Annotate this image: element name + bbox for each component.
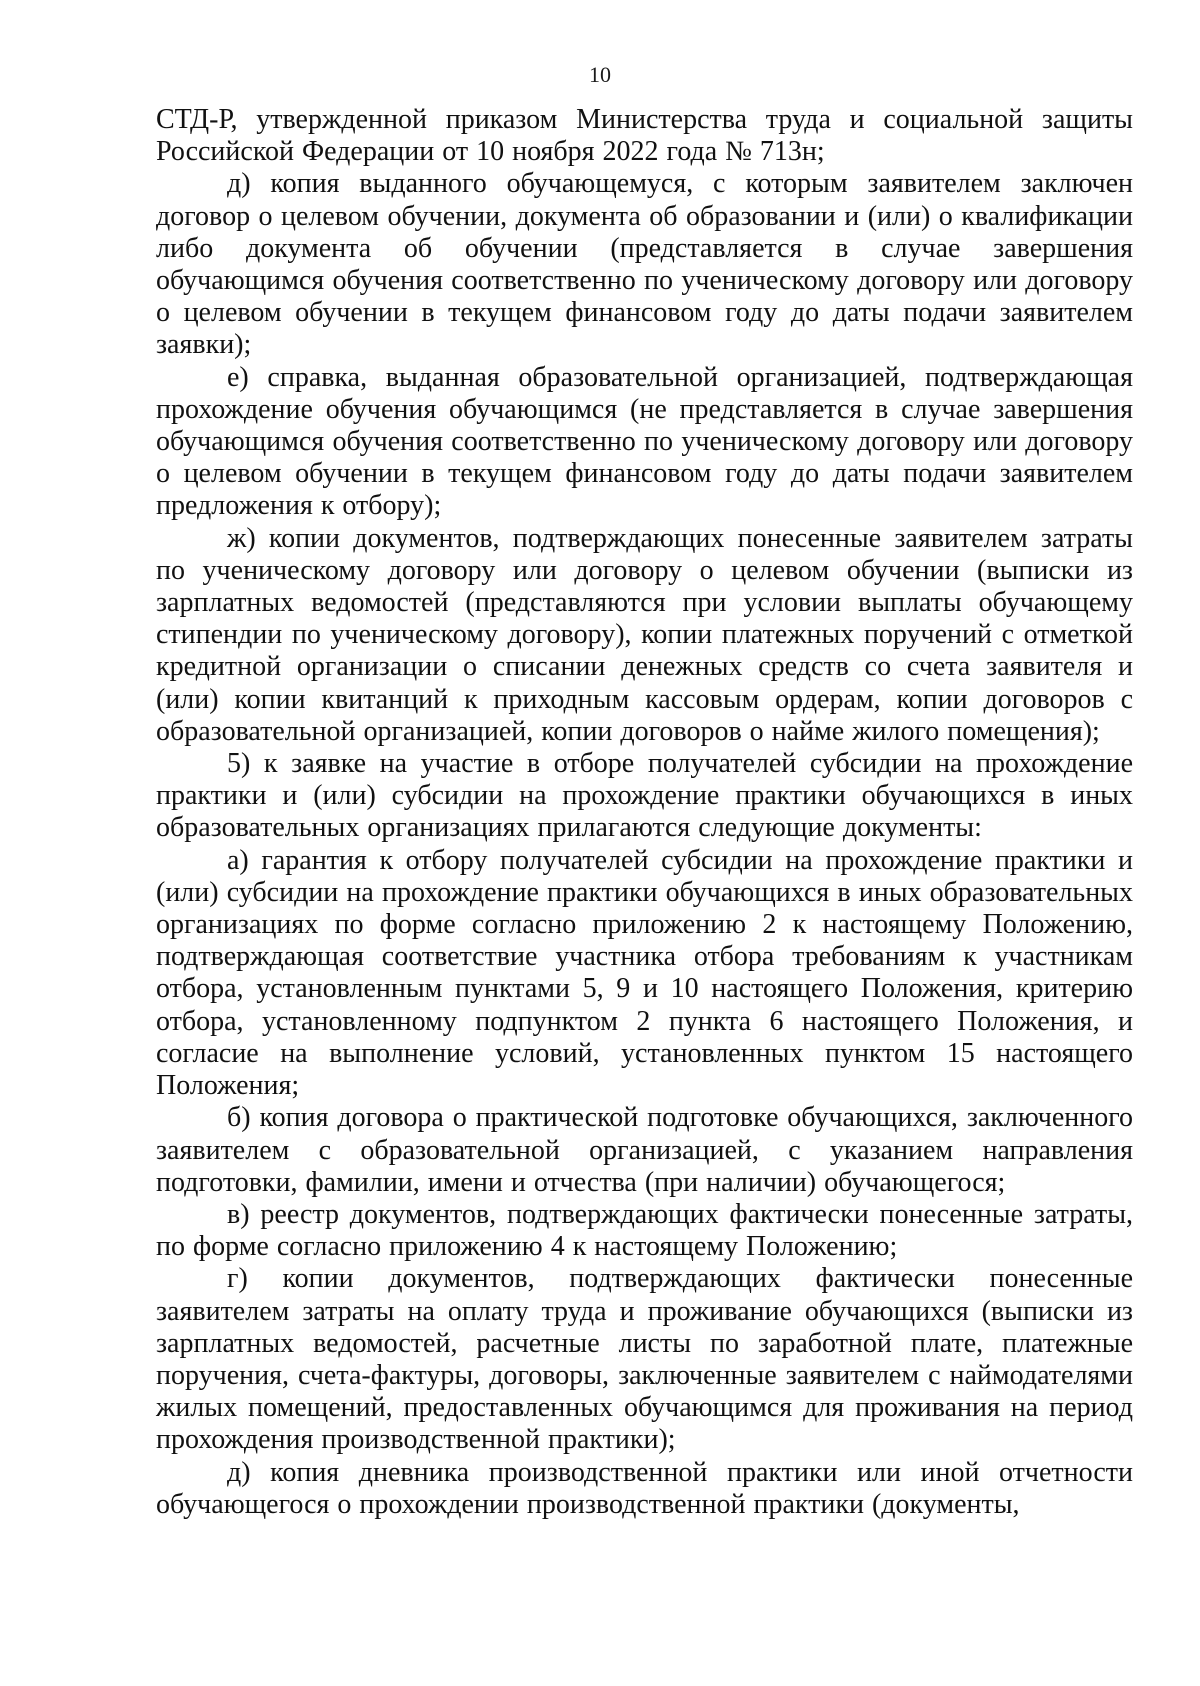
paragraph: СТД-Р, утвержденной приказом Министерства труда и социальной защиты Российской Федерации от 10 ноября 2022 года № 713н;: [156, 104, 1133, 168]
page-number: 10: [589, 62, 611, 87]
paragraph: д) копия дневника производственной практики или иной отчетности обучающегося о прохождении производственной практики (документы,: [156, 1456, 1133, 1520]
paragraph: 5) к заявке на участие в отборе получателей субсидии на прохождение практики и (или) субсидии на прохождение практики обучающихся в иных образовательных организациях прилагаются следующие документы:: [156, 748, 1133, 844]
paragraph: е) справка, выданная образовательной организацией, подтверждающая прохождение обучения обучающимся (не представляется в случае завершения обучающимся обучения соответственно по ученическому договору или договору о целевом обучении в текущем финансовом году до даты подачи заявителем предложения к отбору);: [156, 361, 1133, 522]
paragraph: в) реестр документов, подтверждающих фактически понесенные затраты, по форме согласно приложению 4 к настоящему Положению;: [156, 1198, 1133, 1263]
paragraph: д) копия выданного обучающемуся, с которым заявителем заключен договор о целевом обучении, документа об образовании и (или) о квалификации либо документа об обучении (представляется в случае завершения обучающимся обучения соответственно по ученическому договору или договору о целевом обучении в текущем финансовом году до даты подачи заявителем заявки);: [156, 168, 1133, 361]
paragraph: б) копия договора о практической подготовке обучающихся, заключенного заявителем с образовательной организацией, с указанием направления подготовки, фамилии, имени и отчества (при наличии) обучающегося;: [156, 1102, 1133, 1198]
paragraph: а) гарантия к отбору получателей субсидии на прохождение практики и (или) субсидии на прохождение практики обучающихся в иных образовательных организациях по форме согласно приложению 2 к настоящему Положению, подтверждающая соответствие участника отбора требованиям к участникам отбора, установленным пунктами 5, 9 и 10 настоящего Положения, критерию отбора, установленному подпунктом 2 пункта 6 настоящего Положения, и согласие на выполнение условий, установленных пунктом 15 настоящего Положения;: [156, 844, 1133, 1102]
paragraph: ж) копии документов, подтверждающих понесенные заявителем затраты по ученическому договору или договору о целевом обучении (выписки из зарплатных ведомостей (представляются при условии выплаты обучающему стипендии по ученическому договору), копии платежных поручений с отметкой кредитной организации о списании денежных средств со счета заявителя и (или) копии квитанций к приходным кассовым ордерам, копии договоров с образовательной организацией, копии договоров о найме жилого помещения);: [156, 522, 1133, 747]
document-body: [156, 104, 1133, 1521]
paragraph: г) копии документов, подтверждающих фактически понесенные заявителем затраты на оплату труда и проживание обучающихся (выписки из зарплатных ведомостей, расчетные листы по заработной плате, платежные поручения, счета-фактуры, договоры, заключенные заявителем с наймодателями жилых помещений, предоставленных обучающимся для проживания на период прохождения производственной практики);: [156, 1263, 1133, 1456]
